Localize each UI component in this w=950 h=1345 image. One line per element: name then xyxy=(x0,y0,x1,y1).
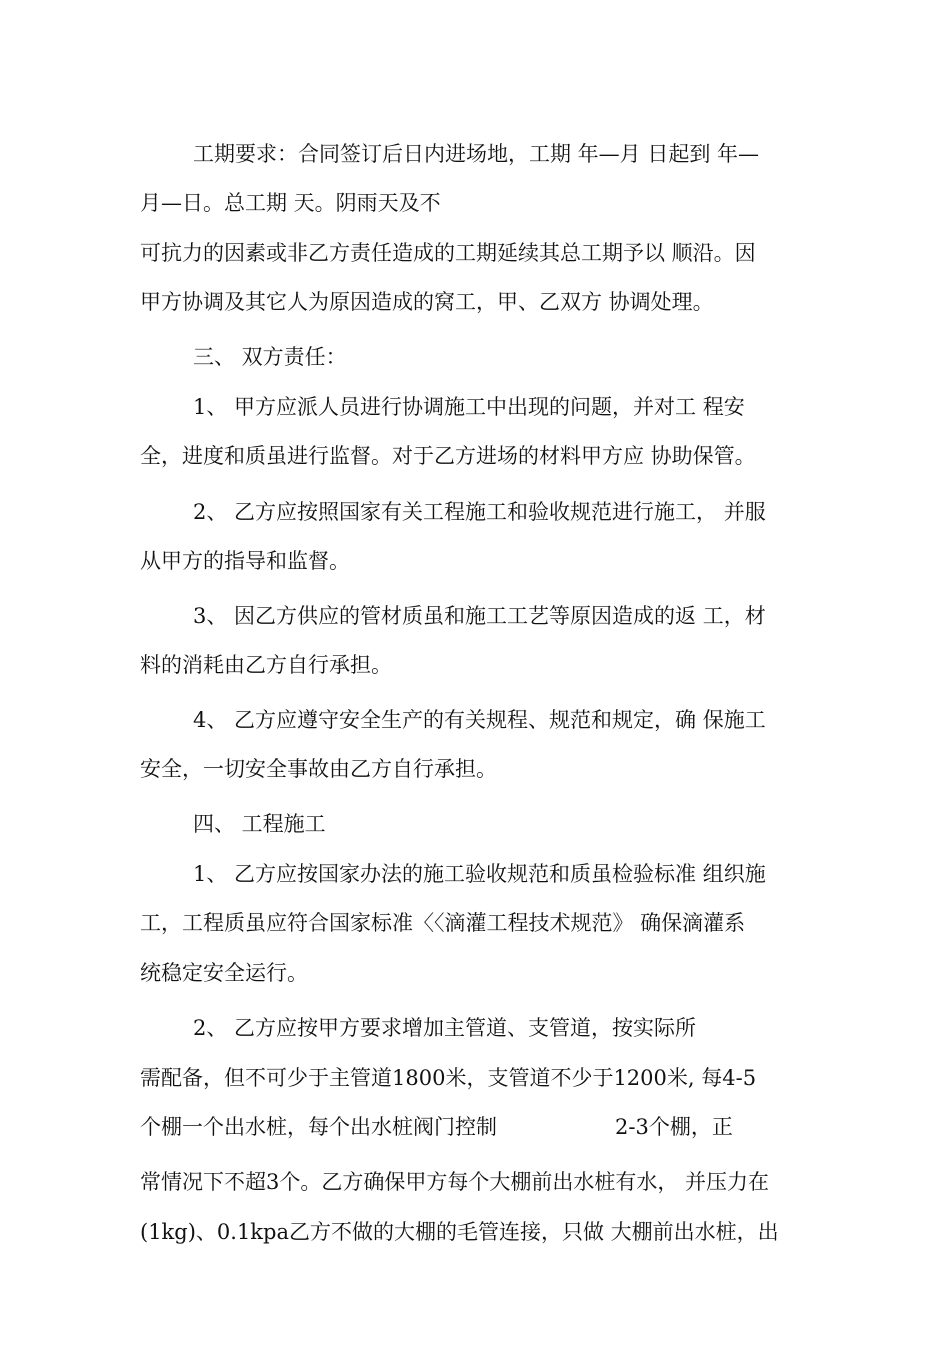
text-line: 1、 甲方应派人员进行协调施工中出现的问题，并对工 程安 xyxy=(193,395,745,419)
text-line: (1kg)、0.1kpa乙方不做的大棚的毛管连接，只做 大棚前出水桩，出 xyxy=(140,1220,779,1244)
text-line: 全，进度和质虽进行监督。对于乙方进场的材料甲方应 协助保管。 xyxy=(140,444,756,468)
text-line: 2、 乙方应按照国家有关工程施工和验收规范进行施工， 并服 xyxy=(193,500,766,524)
text-line: 工，工程质虽应符合国家标准〈〈滴灌工程技术规范》 确保滴灌系 xyxy=(140,911,746,935)
text-line: 可抗力的因素或非乙方责任造成的工期延续其总工期予以 顺沿。因 xyxy=(140,241,756,265)
text-line: 常情况下不超3个。乙方确保甲方每个大棚前出水桩有水， 并压力在 xyxy=(140,1170,770,1194)
text-line: 从甲方的指导和监督。 xyxy=(140,549,350,573)
text-line: 4、 乙方应遵守安全生产的有关规程、规范和规定，确 保施工 xyxy=(193,708,766,732)
section-heading: 四、 工程施工 xyxy=(193,812,326,836)
text-segment: 2-3个棚，正 xyxy=(615,1115,733,1139)
text-line: 统稳定安全运行。 xyxy=(140,961,308,985)
text-line: 工期要求：合同签订后日内进场地，工期 年—月 日起到 年— xyxy=(193,142,760,166)
text-line xyxy=(140,1112,820,1142)
text-line: 料的消耗由乙方自行承担。 xyxy=(140,653,392,677)
text-segment: 个棚一个出水桩，每个出水桩阀门控制 xyxy=(140,1115,497,1139)
text-line: 安全，一切安全事故由乙方自行承担。 xyxy=(140,757,497,781)
text-line: 月—日。总工期 天。阴雨天及不 xyxy=(140,191,441,215)
text-line: 3、 因乙方供应的管材质虽和施工工艺等原因造成的返 工，材 xyxy=(193,604,766,628)
text-line: 甲方协调及其它人为原因造成的窝工，甲、乙双方 协调处理。 xyxy=(140,290,714,314)
text-line: 需配备，但不可少于主管道1800米，支管道不少于1200米, 每4-5 xyxy=(140,1066,757,1090)
section-heading: 三、 双方责任： xyxy=(193,345,347,369)
text-line: 2、 乙方应按甲方要求增加主管道、支管道，按实际所 xyxy=(193,1016,697,1040)
text-line: 1、 乙方应按国家办法的施工验收规范和质虽检验标准 组织施 xyxy=(193,862,766,886)
